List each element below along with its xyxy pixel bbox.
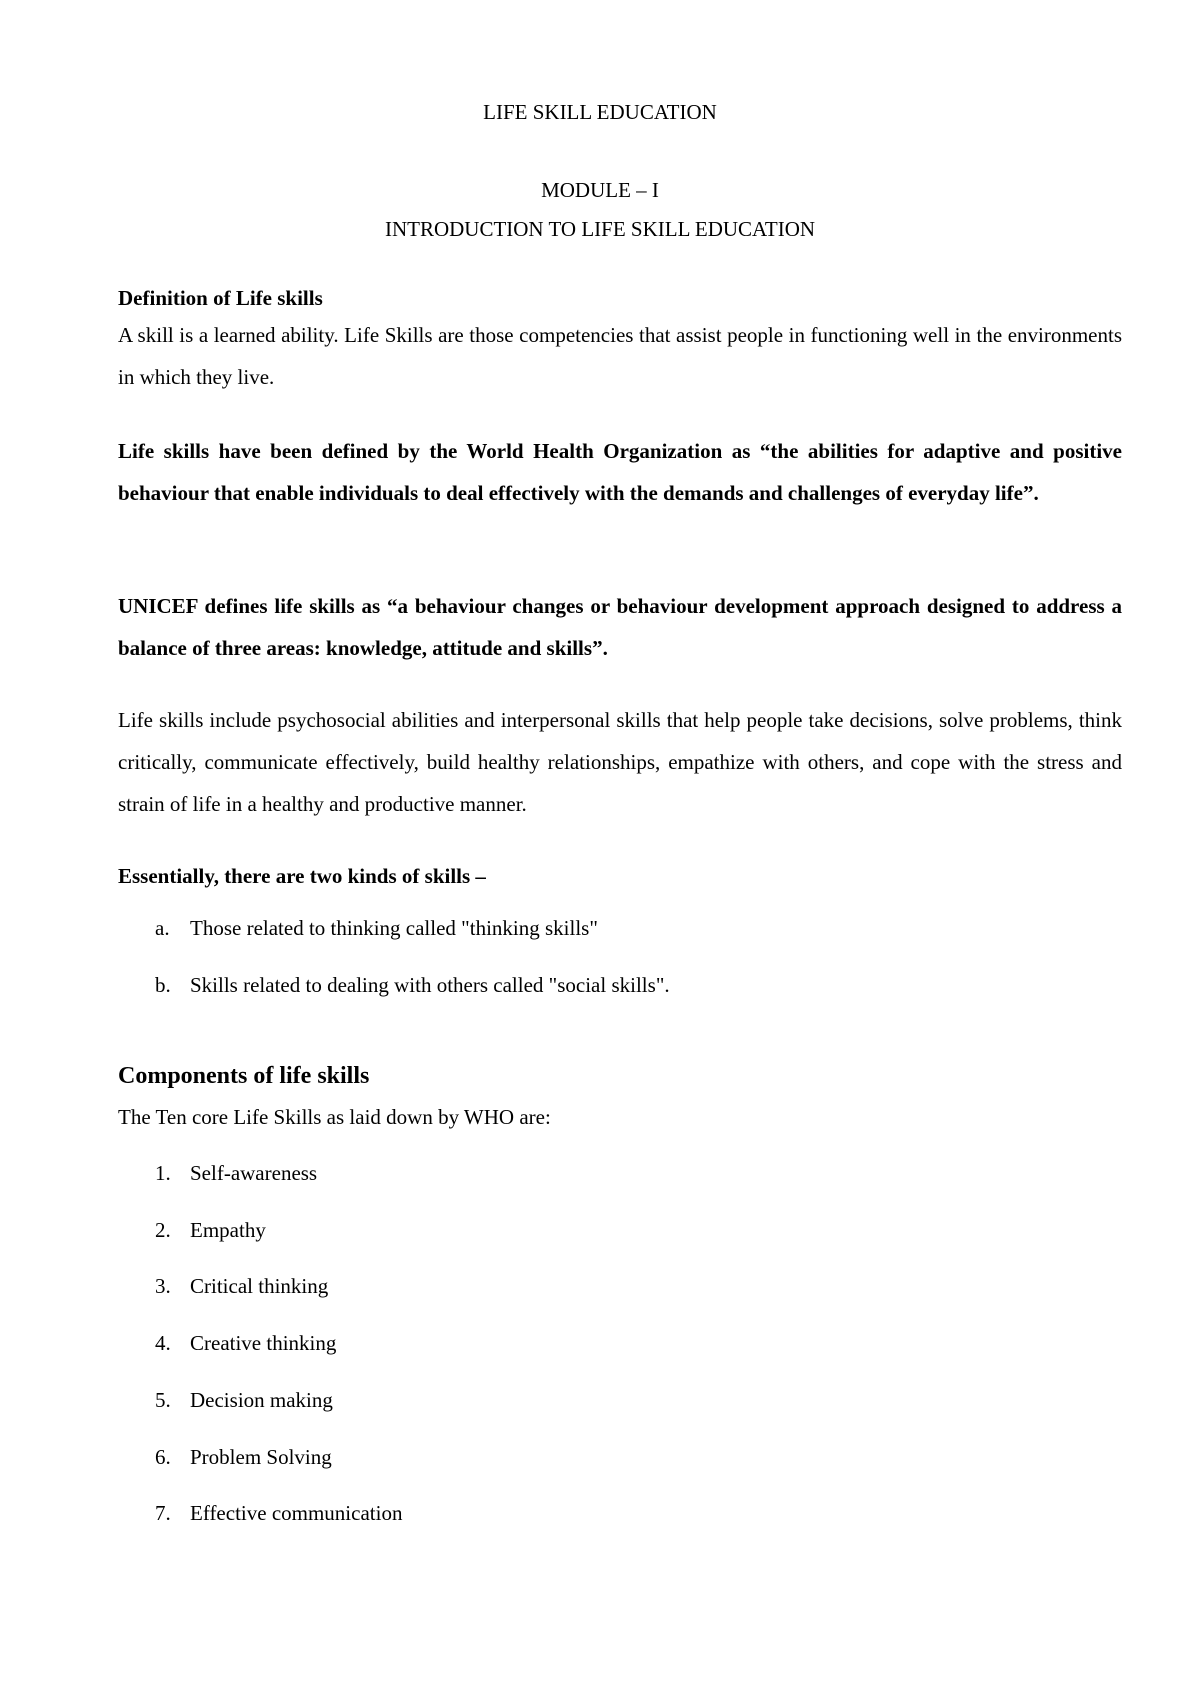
who-definition-paragraph: Life skills have been defined by the World Health Organization as “the abilities for adaptive and positive behaviour that enable individuals to deal effectively with the demands and challenges of everyday life”. (118, 439, 1122, 505)
module-number: MODULE – I (541, 178, 659, 202)
list-item-text: Self-awareness (190, 1161, 318, 1185)
list-item-text: Those related to thinking called "thinking skills" (190, 916, 598, 940)
core-skill-item (155, 1159, 317, 1187)
list-marker: a. (155, 916, 170, 940)
kinds-list-item (155, 914, 598, 942)
core-skill-item (155, 1386, 333, 1414)
list-item-text: Problem Solving (190, 1445, 332, 1469)
list-marker: 4. (155, 1331, 171, 1355)
list-item-text: Effective communication (190, 1501, 403, 1525)
definition-paragraph: A skill is a learned ability. Life Skills are those competencies that assist people in functioning well in the environments in which they live. (118, 323, 1122, 389)
module-title: INTRODUCTION TO LIFE SKILL EDUCATION (384, 217, 816, 241)
list-marker: 1. (155, 1161, 171, 1185)
core-skill-item (155, 1499, 402, 1527)
unicef-definition-paragraph: UNICEF defines life skills as “a behaviour changes or behaviour development approach designed to address a balance of three areas: knowledge, attitude and skills”. (118, 594, 1122, 660)
list-item-text: Critical thinking (190, 1274, 329, 1298)
list-item-text: Skills related to dealing with others called "social skills". (190, 973, 670, 997)
list-marker: 5. (155, 1388, 171, 1412)
list-marker: 7. (155, 1501, 171, 1525)
core-skill-item (155, 1443, 332, 1471)
list-item-text: Creative thinking (190, 1331, 337, 1355)
list-item-text: Decision making (190, 1388, 333, 1412)
document-title: LIFE SKILL EDUCATION (483, 100, 717, 124)
list-marker: 2. (155, 1218, 171, 1242)
core-skill-item (155, 1329, 336, 1357)
list-item-text: Empathy (190, 1218, 266, 1242)
kinds-list-item (155, 971, 670, 999)
core-skill-item (155, 1272, 328, 1300)
components-intro: The Ten core Life Skills as laid down by WHO are: (118, 1105, 551, 1129)
core-skill-item (155, 1216, 266, 1244)
kinds-heading: Essentially, there are two kinds of skills – (118, 864, 486, 888)
list-marker: 3. (155, 1274, 171, 1298)
list-marker: 6. (155, 1445, 171, 1469)
psychosocial-paragraph: Life skills include psychosocial abilities and interpersonal skills that help people take decisions, solve problems, think critically, communicate effectively, build healthy relationships, empathize with others, and cope with the stress and strain of life in a healthy and productive manner. (118, 708, 1122, 816)
definition-heading: Definition of Life skills (118, 286, 323, 310)
components-heading: Components of life skills (118, 1063, 370, 1089)
list-marker: b. (155, 973, 171, 997)
